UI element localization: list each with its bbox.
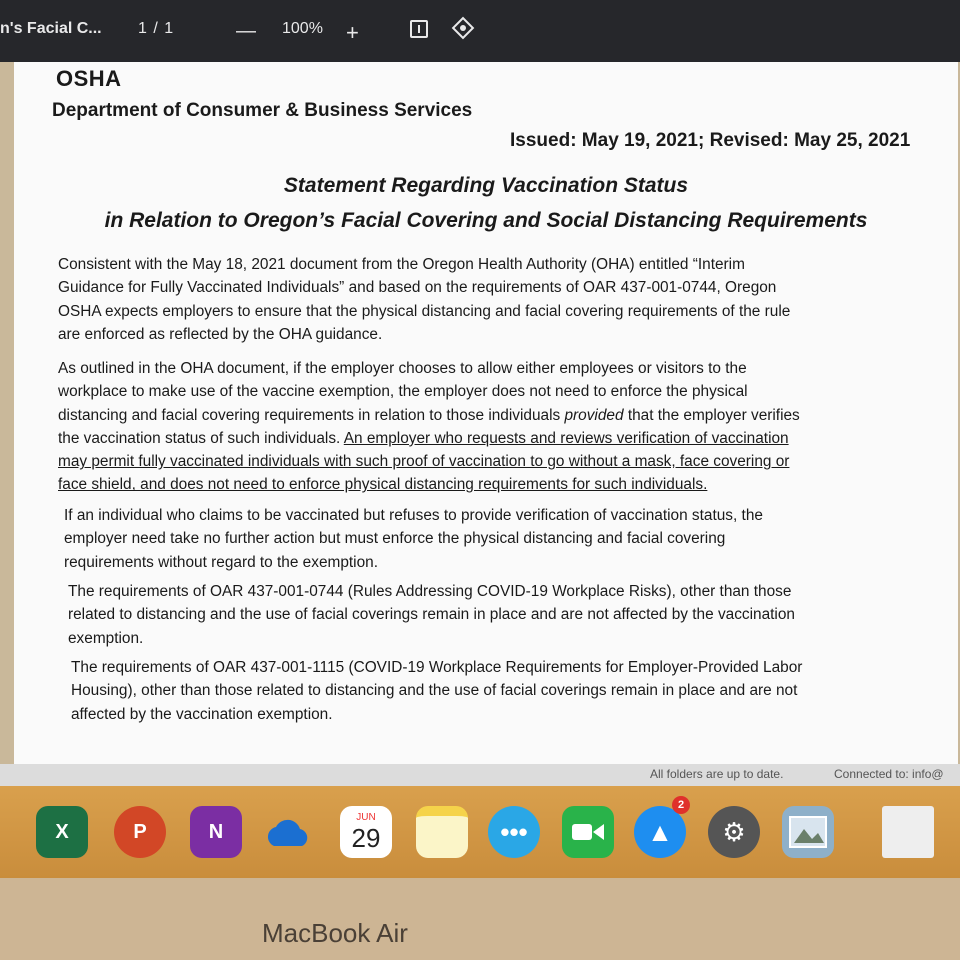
text-line — [58, 427, 918, 450]
paragraph-2 — [58, 357, 918, 497]
app-store-icon[interactable] — [634, 799, 686, 858]
underlined-text: may permit fully vaccinated individuals with such proof of vaccination to go without a mask, face covering or — [58, 453, 790, 471]
calendar-month: JUN — [356, 812, 376, 823]
text-line: workplace to make use of the vaccine exemption, the employer does not need to enforce the physical — [58, 383, 748, 401]
text-line: exemption. — [68, 629, 144, 647]
rotate-icon[interactable] — [452, 17, 475, 40]
cloud-icon — [262, 812, 314, 852]
text-segment: the vaccination status of such individuals. — [58, 429, 341, 447]
zoom-out-button[interactable]: — — [236, 20, 256, 42]
connection-status: Connected to: info@ — [834, 767, 944, 781]
text-line: The requirements of OAR 437-001-0744 (Rules Addressing COVID-19 Workplace Risks), other than those — [68, 583, 792, 600]
onenote-app-icon[interactable]: N — [190, 806, 242, 858]
notes-app-icon[interactable] — [416, 806, 468, 858]
text-line: related to distancing and the use of facial coverings remain in place and are not affected by the vaccination — [68, 606, 795, 624]
issued-date: Issued: May 19, 2021; Revised: May 25, 2021 — [510, 130, 911, 151]
photo-icon — [788, 815, 828, 849]
text-line: are enforced as reflected by the OHA guidance. — [58, 325, 383, 343]
underlined-text: An employer who requests and reviews verification of vaccination — [343, 429, 789, 447]
zoom-in-button[interactable]: + — [346, 20, 359, 45]
notification-badge: 2 — [672, 796, 690, 814]
chat-bubble-icon: ••• — [500, 816, 528, 847]
text-line: Consistent with the May 18, 2021 document from the Oregon Health Authority (OHA) entitled “Interim — [58, 256, 745, 273]
dock — [0, 786, 960, 878]
document-title-line-1: Statement Regarding Vaccination Status — [283, 174, 689, 197]
paragraph-1 — [58, 253, 918, 346]
document-tab-title[interactable]: n's Facial C... — [0, 20, 102, 37]
osha-logo: OSHA — [56, 66, 122, 91]
text-segment: distancing and facial covering requirements in relation to those individuals — [58, 406, 561, 424]
text-line: If an individual who claims to be vaccinated but refuses to provide verification of vaccination status, the — [64, 507, 763, 524]
video-camera-icon — [571, 821, 605, 843]
downloads-folder-icon[interactable] — [882, 806, 934, 858]
text-line: employer need take no further action but must enforce the physical distancing and facial covering — [64, 530, 726, 548]
calendar-app-icon[interactable] — [340, 806, 392, 858]
text-line: The requirements of OAR 437-001-1115 (COVID-19 Workplace Requirements for Employer-Provided Labor — [71, 659, 803, 676]
gear-icon: ⚙ — [722, 816, 746, 847]
pdf-page — [14, 62, 958, 766]
system-preferences-icon[interactable] — [708, 806, 760, 858]
emphasis-provided: provided — [564, 406, 624, 424]
text-line: Housing), other than those related to distancing and the use of facial coverings remain in place and are not — [71, 682, 798, 700]
zoom-level[interactable]: 100% — [282, 20, 323, 37]
text-line: Guidance for Fully Vaccinated Individuals” and based on the requirements of OAR 437-001-0744, Oregon — [58, 279, 777, 297]
paragraph-4 — [68, 580, 928, 650]
text-line: As outlined in the OHA document, if the employer chooses to allow either employees or visitors to the — [58, 360, 747, 377]
calendar-day: 29 — [351, 823, 381, 853]
messages-app-icon[interactable] — [488, 806, 540, 858]
powerpoint-app-icon[interactable]: P — [114, 806, 166, 858]
department-name: Department of Consumer & Business Services — [52, 100, 473, 121]
facetime-app-icon[interactable] — [562, 806, 614, 858]
text-line: affected by the vaccination exemption. — [71, 705, 333, 723]
fit-page-icon[interactable] — [410, 20, 428, 38]
excel-app-icon[interactable]: X — [36, 806, 88, 858]
text-line: OSHA expects employers to ensure that the physical distancing and facial covering requirements of the rule — [58, 302, 791, 320]
sync-status: All folders are up to date. — [650, 767, 784, 781]
paragraph-5 — [71, 656, 931, 726]
pdf-toolbar — [0, 0, 960, 62]
text-line — [58, 404, 918, 427]
app-store-a-icon: ▲ — [647, 816, 673, 847]
onedrive-cloud-icon[interactable] — [262, 806, 314, 858]
underlined-text: face shield, and does not need to enforce physical distancing requirements for such individuals. — [58, 476, 708, 494]
text-line: requirements without regard to the exemption. — [64, 553, 378, 571]
laptop-bezel — [0, 878, 960, 960]
page-indicator: 1 / 1 — [138, 20, 175, 37]
status-bar — [0, 764, 960, 786]
text-segment: that the employer verifies — [627, 406, 800, 424]
preview-app-icon[interactable] — [782, 806, 834, 858]
document-title-line-2: in Relation to Oregon’s Facial Covering and Social Distancing Requirements — [104, 209, 868, 232]
paragraph-3 — [64, 504, 924, 574]
laptop-model-label: MacBook Air — [262, 918, 408, 948]
